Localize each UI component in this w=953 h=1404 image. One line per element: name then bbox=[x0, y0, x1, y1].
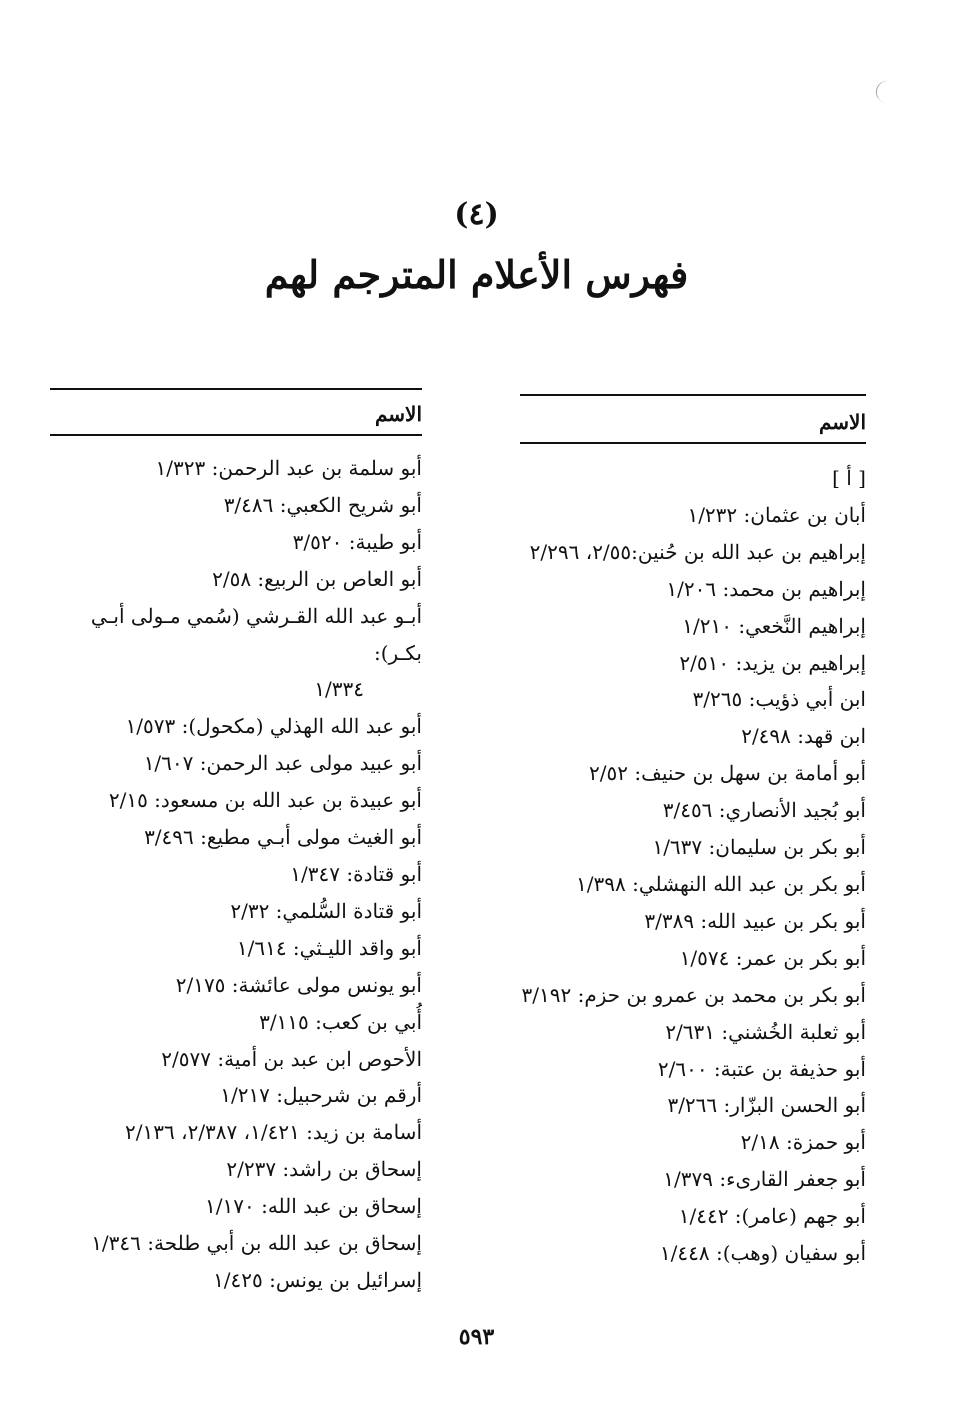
list-item: أبو الحسن البزّار: ٣/٢٦٦ bbox=[667, 1093, 866, 1118]
top-rule bbox=[520, 394, 866, 396]
list-item: إسحاق بن عبد الله: ١/١٧٠ bbox=[205, 1194, 422, 1219]
entry-list bbox=[50, 436, 422, 1299]
list-item: أبو الغيث مولى أبـي مطيع: ٣/٤٩٦ bbox=[144, 825, 422, 850]
list-item: أبو بكر بن سليمان: ١/٦٣٧ bbox=[652, 835, 866, 860]
entry-continuation: ١/٣٣٤ bbox=[314, 677, 364, 702]
list-item: أبو قتادة: ١/٣٤٧ bbox=[290, 861, 422, 886]
list-item: أبان بن عثمان: ١/٢٣٢ bbox=[687, 502, 866, 527]
list-item: أسامة بن زيد: ١/٤٢١، ٢/٣٨٧، ٢/١٣٦ bbox=[125, 1120, 422, 1145]
list-item: إبراهيم بن عبد الله بن حُنين:٢/٥٥، ٢/٢٩٦ bbox=[529, 539, 866, 564]
list-item: إبراهيم بن محمد: ١/٢٠٦ bbox=[666, 576, 866, 601]
list-item: إبراهيم بن يزيد: ٢/٥١٠ bbox=[679, 650, 866, 675]
header-rule bbox=[520, 442, 866, 444]
list-item: أبو بكر بن عمر: ١/٥٧٤ bbox=[679, 945, 866, 970]
list-item: أبو يونس مولى عائشة: ٢/١٧٥ bbox=[175, 972, 422, 997]
list-item: أبو عبيدة بن عبد الله بن مسعود: ٢/١٥ bbox=[108, 788, 422, 813]
list-item: الأحوص ابن عبد بن أمية: ٢/٥٧٧ bbox=[161, 1046, 422, 1071]
list-item: إسحاق بن راشد: ٢/٢٣٧ bbox=[226, 1157, 422, 1182]
margin-mark bbox=[874, 79, 891, 103]
list-item: ابن قهد: ٢/٤٩٨ bbox=[741, 724, 866, 749]
list-item: أبو بكر بن عبيد الله: ٣/٣٨٩ bbox=[644, 908, 866, 933]
list-item: أُبي بن كعب: ٣/١١٥ bbox=[259, 1009, 422, 1034]
list-item: أبو عبد الله الهذلي (مكحول): ١/٥٧٣ bbox=[125, 714, 422, 739]
section-letter: [ أ ] bbox=[832, 466, 866, 490]
list-item: أبو عبيد مولى عبد الرحمن: ١/٦٠٧ bbox=[143, 751, 422, 776]
entry-list bbox=[490, 444, 866, 1272]
page-number: ٥٩٣ bbox=[458, 1324, 495, 1350]
list-item: أبو بكر بن عبد الله النهشلي: ١/٣٩٨ bbox=[576, 871, 866, 896]
list-item: أبو حمزة: ٢/١٨ bbox=[740, 1130, 866, 1155]
list-item: أرقم بن شرحبيل: ١/٢١٧ bbox=[220, 1083, 422, 1108]
list-item: أبو سلمة بن عبد الرحمن: ١/٣٢٣ bbox=[155, 456, 422, 480]
list-item: أبو واقد الليـثي: ١/٦١٤ bbox=[236, 935, 422, 960]
column-header: الاسم bbox=[374, 402, 422, 426]
left-column bbox=[50, 388, 422, 1299]
list-item: أبو قتادة السُّلمي: ٢/٣٢ bbox=[230, 898, 422, 923]
list-item: إبراهيم النَّخعي: ١/٢١٠ bbox=[682, 613, 866, 638]
page-title: فهرس الأعلام المترجم لهم bbox=[264, 252, 689, 297]
list-item: أبو طيبة: ٣/٥٢٠ bbox=[292, 529, 422, 554]
list-item: ابن أبي ذؤيب: ٣/٢٦٥ bbox=[692, 687, 866, 712]
right-column bbox=[490, 394, 866, 1272]
list-item: أبو شريح الكعبي: ٣/٤٨٦ bbox=[223, 492, 422, 517]
list-item: أبو جعفر القارىء: ١/٣٧٩ bbox=[663, 1167, 866, 1192]
list-item: إسحاق بن عبد الله بن أبي طلحة: ١/٣٤٦ bbox=[91, 1231, 422, 1256]
list-item: أبو جهم (عامر): ١/٤٤٢ bbox=[678, 1204, 866, 1229]
list-item: أبو سفيان (وهب): ١/٤٤٨ bbox=[659, 1241, 866, 1266]
list-item: أبو بُجيد الأنصاري: ٣/٤٥٦ bbox=[662, 798, 866, 823]
list-item: أبو حذيفة بن عتبة: ٢/٦٠٠ bbox=[657, 1056, 866, 1081]
entry-text: أبـو عبد الله القـرشي (سُمي مـولى أبـي بكـر): bbox=[90, 603, 422, 665]
list-item: أبو العاص بن الربيع: ٢/٥٨ bbox=[212, 566, 422, 591]
column-header: الاسم bbox=[818, 410, 866, 434]
list-item bbox=[50, 598, 422, 709]
section-number: (٤) bbox=[454, 197, 499, 232]
list-item: إسرائيل بن يونس: ١/٤٢٥ bbox=[213, 1267, 422, 1292]
list-item: أبو ثعلبة الخُشني: ٢/٦٣١ bbox=[665, 1019, 866, 1044]
list-item: أبو أمامة بن سهل بن حنيف: ٢/٥٢ bbox=[589, 761, 866, 786]
list-item: أبو بكر بن محمد بن عمرو بن حزم: ٣/١٩٢ bbox=[521, 982, 866, 1007]
